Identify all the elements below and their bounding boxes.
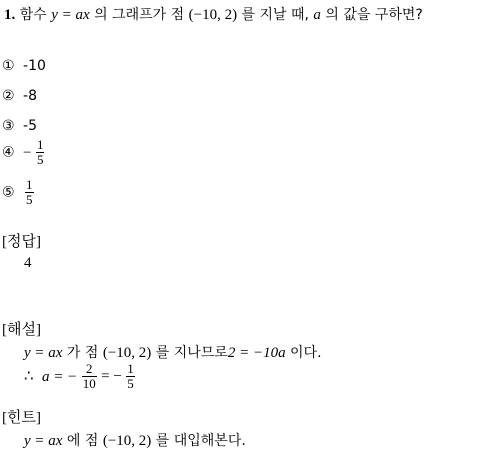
choice-2-text: -8 — [23, 88, 37, 104]
explanation-fraction-1 — [82, 362, 97, 391]
question-line — [4, 4, 423, 24]
hint-point: (−10, 2) — [102, 433, 152, 449]
answer-label: [정답] — [2, 234, 41, 250]
choice-1-text: -10 — [23, 58, 46, 74]
choice-4-fraction — [36, 138, 45, 167]
choice-4-numerator: 1 — [36, 137, 44, 152]
explanation-fraction-2 — [126, 362, 135, 391]
hint-equation: y = ax — [24, 433, 63, 449]
explanation-line-1 — [24, 342, 322, 362]
question-number: 1. — [4, 7, 16, 23]
choice-5-mark: ⑤ — [2, 184, 15, 201]
explanation-line-2 — [24, 362, 135, 391]
question-text-a: 함수 — [19, 7, 47, 23]
question-variable: a — [313, 7, 321, 23]
explanation-fraction-2-den: 5 — [127, 376, 134, 391]
choice-4-mark: ④ — [2, 144, 15, 161]
hint-text-a: 에 점 — [66, 433, 99, 449]
choice-1[interactable] — [2, 58, 46, 74]
choice-3[interactable] — [2, 118, 37, 134]
hint-line — [24, 430, 246, 450]
question-text-d: 의 값을 구하면? — [325, 7, 423, 23]
explanation-label: [해설] — [2, 322, 41, 338]
hint-text-b: 를 대입해본다. — [155, 433, 246, 449]
explanation-text-b: 를 지나므로 — [155, 345, 228, 361]
explanation-point: (−10, 2) — [102, 345, 152, 361]
explanation-fraction-1-den: 10 — [82, 376, 96, 391]
choice-2[interactable] — [2, 88, 37, 104]
explanation-fraction-2-num: 1 — [127, 361, 134, 376]
choice-5[interactable] — [2, 178, 34, 207]
answer-value: 4 — [24, 255, 32, 271]
question-equation: y = ax — [51, 7, 90, 23]
explanation-equals: = − — [101, 368, 122, 385]
explanation-text-a: 가 점 — [66, 345, 99, 361]
choice-1-mark: ① — [2, 58, 15, 74]
question-point: (−10, 2) — [188, 7, 238, 23]
explanation-a-equals: a = − — [42, 368, 78, 385]
choice-3-mark: ③ — [2, 118, 15, 134]
question-text-b: 의 그래프가 점 — [94, 7, 185, 23]
choice-4-sign: − — [23, 144, 32, 161]
choice-4[interactable] — [2, 138, 44, 167]
question-text-c: 를 지날 때, — [241, 7, 309, 23]
explanation-equation-2: 2 = −10a — [227, 345, 286, 361]
choice-5-numerator: 1 — [26, 177, 33, 192]
therefore-symbol: ∴ — [24, 368, 34, 385]
explanation-equation: y = ax — [24, 345, 63, 361]
choice-3-text: -5 — [23, 118, 37, 134]
choice-5-denominator: 5 — [26, 192, 33, 207]
hint-label: [힌트] — [2, 410, 41, 426]
choice-2-mark: ② — [2, 88, 15, 104]
choice-4-denominator: 5 — [36, 152, 44, 167]
explanation-text-c: 이다. — [290, 345, 322, 361]
explanation-fraction-1-num: 2 — [85, 361, 93, 376]
choice-5-fraction — [25, 178, 34, 207]
